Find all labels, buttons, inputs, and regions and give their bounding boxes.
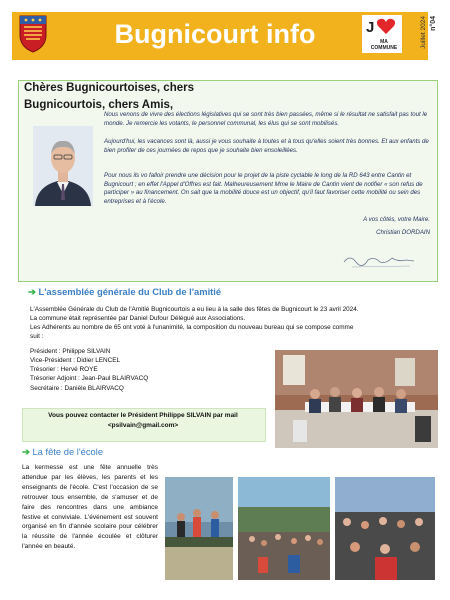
fete-heading-text: La fête de l'école: [32, 446, 104, 457]
fete-photo-audience: [335, 477, 435, 580]
edito-paragraph-3: Pour nous ils vo falloir prendre une décision pour le projet de la piste cyclable le long de la RD 643 entre Cantin et Bugnicourt ; en effet l'Appel d'Offres est fait. Malheureusement Mme le Maire de Cantin vient de notifier « son refus de participer » au financement. On sait que la mobilité douce est un objectif, qu'il faut favoriser cette mobilité ou sein des entreprises et à l'école.: [104, 172, 423, 205]
commune-logo: [362, 15, 402, 53]
assemblee-heading-text: L'assemblée générale du Club de l'amitié: [38, 286, 222, 297]
section-heading-fete: [22, 446, 103, 458]
fete-photo-dance: [165, 477, 233, 580]
arrow-right-icon: ➔: [22, 446, 30, 457]
signature-icon: [340, 248, 420, 273]
contact-email-link[interactable]: <psilvain@gmail.com>: [107, 422, 179, 429]
page-title: Bugnicourt info: [114, 19, 316, 49]
contact-line-1: Vous pouvez contacter le Président Philippe SILVAIN par mail: [48, 412, 238, 419]
officer-treasurer: Trésorier : Hervé ROYE: [30, 366, 98, 373]
date-text: Juillet 2024: [420, 16, 427, 49]
arrow-right-icon: ➔: [28, 286, 36, 297]
club-meeting-photo: [275, 350, 438, 448]
issue-date: [418, 16, 444, 76]
assemblee-line-1: L'Assemblée Générale du Club de l'Amitié Bugnicourtois a eu lieu à la salle des fêtes de Bugnicourt le 23 avril 2024.: [30, 306, 359, 313]
edito-paragraph-1: Nous venons de vivre des élections législatives qui se sont très bien passées, même si le résultat ne satisfait pas tout le monde. Je remercie les votants, le personnel communal, les élus qui se sont mobilisés.: [104, 111, 428, 127]
greeting-line-1: Chères Bugnicourtoises, chers: [24, 82, 194, 94]
greeting-line-2: Bugnicourtois, chers Amis,: [24, 99, 174, 111]
assemblee-line-4: suit :: [30, 333, 44, 340]
officer-vice-president: Vice-Président : Didier LENCEL: [30, 357, 121, 364]
fete-photo-crowd: [238, 477, 330, 580]
issue-number: n°04: [430, 16, 437, 31]
crest-icon: [18, 13, 48, 53]
edito-author: Christian DORDAIN: [376, 229, 430, 236]
mayor-portrait: [33, 126, 93, 206]
edito-paragraph-2: Aujourd'hui, les vacances sont là, aussi je vous souhaite à toutes et à tous qu'elles soient très bonnes. Et aux enfants de bien profiter de ces journées de repos que je souhaite bien ensoleillées.: [104, 138, 429, 154]
heart-icon: [376, 18, 396, 35]
logo-text: MA COMMUNE: [370, 39, 398, 51]
officer-deputy-treasurer: Trésorier Adjoint : Jean-Paul BLAIRVACQ: [30, 375, 149, 382]
logo-letter: J: [366, 19, 375, 36]
edito-closing: A vos côtés, votre Maire.: [363, 216, 430, 223]
section-heading-assemblee: [28, 286, 221, 298]
assemblee-line-2: La commune était représentée par Daniel Dufour Délégué aux Associations.: [30, 315, 246, 322]
officer-secretary: Secrétaire : Danièle BLAIRVACQ: [30, 385, 124, 392]
fete-paragraph: La kermesse est une fête annuelle très attendue par les élèves, les parents et les enseignants de l'école. C'est l'occasion de se retrouver tous ensemble, de s'amuser et de faire des rencontres dans une ambiance festive et conviviale. L'événement est souvent organisé en fin d'année scolaire pour célébrer la réussite de l'année écoulée et clôturer l'année en beauté.: [22, 464, 158, 551]
officer-president: Président : Philippe SILVAIN: [30, 348, 111, 355]
assemblee-line-3: Les Adhérents au nombre de 65 ont voté à l'unanimité, la composition du nouveau bureau qui se compose comme: [30, 324, 354, 331]
